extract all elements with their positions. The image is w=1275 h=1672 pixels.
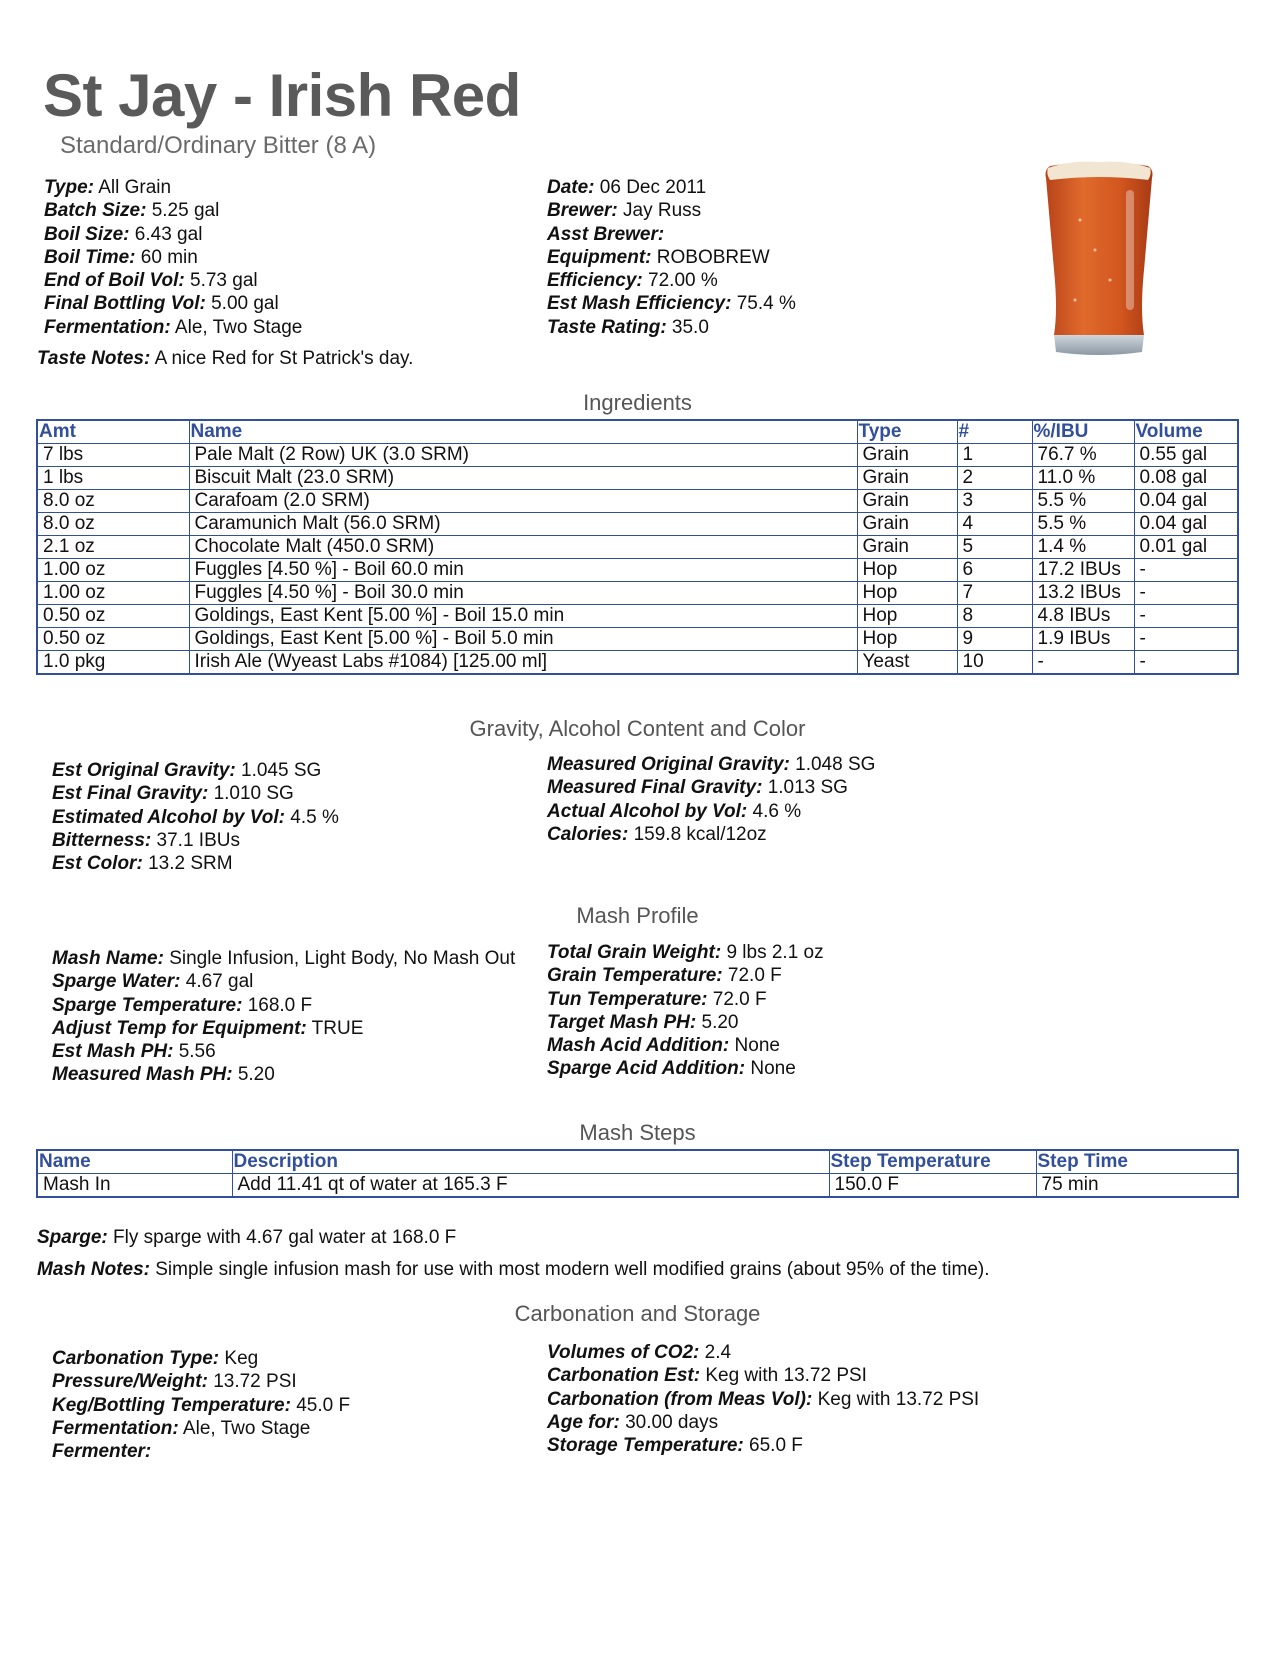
table-row: 8.0 oz Caramunich Malt (56.0 SRM) Grain 4 5.5 % 0.04 gal <box>37 513 1238 536</box>
table-row: Mash In Add 11.41 qt of water at 165.3 F 150.0 F 75 min <box>37 1174 1238 1198</box>
col-step-time: Step Time <box>1036 1150 1238 1174</box>
field-sparge-water: Sparge Water: 4.67 gal <box>52 971 254 993</box>
field-measured-fg: Measured Final Gravity: 1.013 SG <box>547 777 848 799</box>
field-mash-acid-addition: Mash Acid Addition: None <box>547 1035 780 1057</box>
col-name: Name <box>189 420 857 444</box>
carbonation-heading: Carbonation and Storage <box>514 1301 761 1326</box>
summary-right <box>547 176 1007 339</box>
field-bitterness: Bitterness: 37.1 IBUs <box>52 829 240 851</box>
mash-notes: Mash Notes: Simple single infusion mash for use with most modern well modified grains (about 95% of the time). <box>37 1259 990 1280</box>
field-calories: Calories: 159.8 kcal/12oz <box>547 823 767 845</box>
field-efficiency: Efficiency: 72.00 % <box>547 270 718 292</box>
field-total-grain-weight: Total Grain Weight: 9 lbs 2.1 oz <box>547 942 824 963</box>
col-step-name: Name <box>37 1150 232 1174</box>
table-row: 7 lbs Pale Malt (2 Row) UK (3.0 SRM) Grain 1 76.7 % 0.55 gal <box>37 444 1238 467</box>
field-carbonation-est: Carbonation Est: Keg with 13.72 PSI <box>547 1365 867 1387</box>
field-measured-og: Measured Original Gravity: 1.048 SG <box>547 754 876 775</box>
field-boil-time: Boil Time: 60 min <box>44 246 198 268</box>
field-est-fg: Est Final Gravity: 1.010 SG <box>52 783 294 805</box>
carbonation-left <box>52 1347 522 1463</box>
field-boil-size: Boil Size: 6.43 gal <box>44 223 203 245</box>
table-row: 1.00 oz Fuggles [4.50 %] - Boil 30.0 min Hop 7 13.2 IBUs - <box>37 582 1238 605</box>
field-carbonation-type: Carbonation Type: Keg <box>52 1348 259 1369</box>
field-est-mash-ph: Est Mash PH: 5.56 <box>52 1041 216 1063</box>
table-row: 1 lbs Biscuit Malt (23.0 SRM) Grain 2 11.0 % 0.08 gal <box>37 467 1238 490</box>
field-mash-name: Mash Name: Single Infusion, Light Body, No Mash Out <box>52 948 516 969</box>
table-row: 0.50 oz Goldings, East Kent [5.00 %] - Boil 5.0 min Hop 9 1.9 IBUs - <box>37 628 1238 651</box>
field-actual-abv: Actual Alcohol by Vol: 4.6 % <box>547 800 802 822</box>
field-age-for: Age for: 30.00 days <box>547 1411 719 1433</box>
gravity-left <box>52 759 522 875</box>
field-storage-temperature: Storage Temperature: 65.0 F <box>547 1435 803 1457</box>
field-est-color: Est Color: 13.2 SRM <box>52 853 233 875</box>
field-sparge-temperature: Sparge Temperature: 168.0 F <box>52 994 313 1016</box>
mash-profile-heading: Mash Profile <box>576 903 699 928</box>
field-sparge-acid-addition: Sparge Acid Addition: None <box>547 1058 796 1080</box>
beer-glass-icon <box>1040 160 1158 360</box>
field-est-abv: Estimated Alcohol by Vol: 4.5 % <box>52 806 339 828</box>
field-adjust-temp: Adjust Temp for Equipment: TRUE <box>52 1017 364 1039</box>
table-row: 1.0 pkg Irish Ale (Wyeast Labs #1084) [125.00 ml] Yeast 10 - - <box>37 651 1238 675</box>
gravity-right <box>547 753 1227 846</box>
field-asst-brewer: Asst Brewer: <box>547 223 665 245</box>
field-target-mash-ph: Target Mash PH: 5.20 <box>547 1011 739 1033</box>
field-carb-fermentation: Fermentation: Ale, Two Stage <box>52 1417 311 1439</box>
field-fermentation: Fermentation: Ale, Two Stage <box>44 316 303 338</box>
mash-profile-left <box>52 947 517 1087</box>
col-step-temperature: Step Temperature <box>829 1150 1036 1174</box>
col-amt: Amt <box>37 420 189 444</box>
field-measured-mash-ph: Measured Mash PH: 5.20 <box>52 1064 275 1086</box>
col-number: # <box>957 420 1032 444</box>
taste-notes: Taste Notes: A nice Red for St Patrick's day. <box>37 348 414 369</box>
field-est-og: Est Original Gravity: 1.045 SG <box>52 760 322 781</box>
col-type: Type <box>857 420 957 444</box>
col-step-description: Description <box>232 1150 829 1174</box>
summary-left <box>44 176 524 339</box>
field-batch-size: Batch Size: 5.25 gal <box>44 200 220 222</box>
field-fermenter: Fermenter: <box>52 1441 152 1463</box>
field-carbonation-meas: Carbonation (from Meas Vol): Keg with 13.72 PSI <box>547 1388 980 1410</box>
col-volume: Volume <box>1134 420 1238 444</box>
ingredients-header-row <box>37 420 1238 444</box>
field-pressure-weight: Pressure/Weight: 13.72 PSI <box>52 1371 297 1393</box>
table-row: 0.50 oz Goldings, East Kent [5.00 %] - Boil 15.0 min Hop 8 4.8 IBUs - <box>37 605 1238 628</box>
gravity-heading: Gravity, Alcohol Content and Color <box>469 716 806 741</box>
field-volumes-co2: Volumes of CO2: 2.4 <box>547 1342 732 1363</box>
field-end-of-boil-vol: End of Boil Vol: 5.73 gal <box>44 270 258 292</box>
field-tun-temperature: Tun Temperature: 72.0 F <box>547 988 767 1010</box>
field-est-mash-efficiency: Est Mash Efficiency: 75.4 % <box>547 293 796 315</box>
field-taste-rating: Taste Rating: 35.0 <box>547 316 709 338</box>
field-equipment: Equipment: ROBOBREW <box>547 246 770 268</box>
mash-steps-table <box>36 1149 1239 1198</box>
sparge-line: Sparge: Fly sparge with 4.67 gal water at 168.0 F <box>37 1227 457 1248</box>
field-type: Type: All Grain <box>44 177 172 198</box>
beer-style: Standard/Ordinary Bitter (8 A) <box>60 132 377 159</box>
ingredients-table <box>36 419 1239 675</box>
ingredients-heading: Ingredients <box>583 390 692 415</box>
col-percent-ibu: %/IBU <box>1032 420 1134 444</box>
mash-profile-right <box>547 941 1227 1081</box>
field-final-bottling-vol: Final Bottling Vol: 5.00 gal <box>44 293 279 315</box>
table-row: 2.1 oz Chocolate Malt (450.0 SRM) Grain 5 1.4 % 0.01 gal <box>37 536 1238 559</box>
table-row: 1.00 oz Fuggles [4.50 %] - Boil 60.0 min Hop 6 17.2 IBUs - <box>37 559 1238 582</box>
field-keg-bottling-temperature: Keg/Bottling Temperature: 45.0 F <box>52 1394 351 1416</box>
field-date: Date: 06 Dec 2011 <box>547 177 707 198</box>
field-grain-temperature: Grain Temperature: 72.0 F <box>547 965 782 987</box>
mash-steps-header-row <box>37 1150 1238 1174</box>
page-title: St Jay - Irish Red <box>43 62 521 129</box>
field-brewer: Brewer: Jay Russ <box>547 200 702 222</box>
carbonation-right <box>547 1341 1247 1457</box>
table-row: 8.0 oz Carafoam (2.0 SRM) Grain 3 5.5 % 0.04 gal <box>37 490 1238 513</box>
mash-steps-heading: Mash Steps <box>579 1120 696 1145</box>
